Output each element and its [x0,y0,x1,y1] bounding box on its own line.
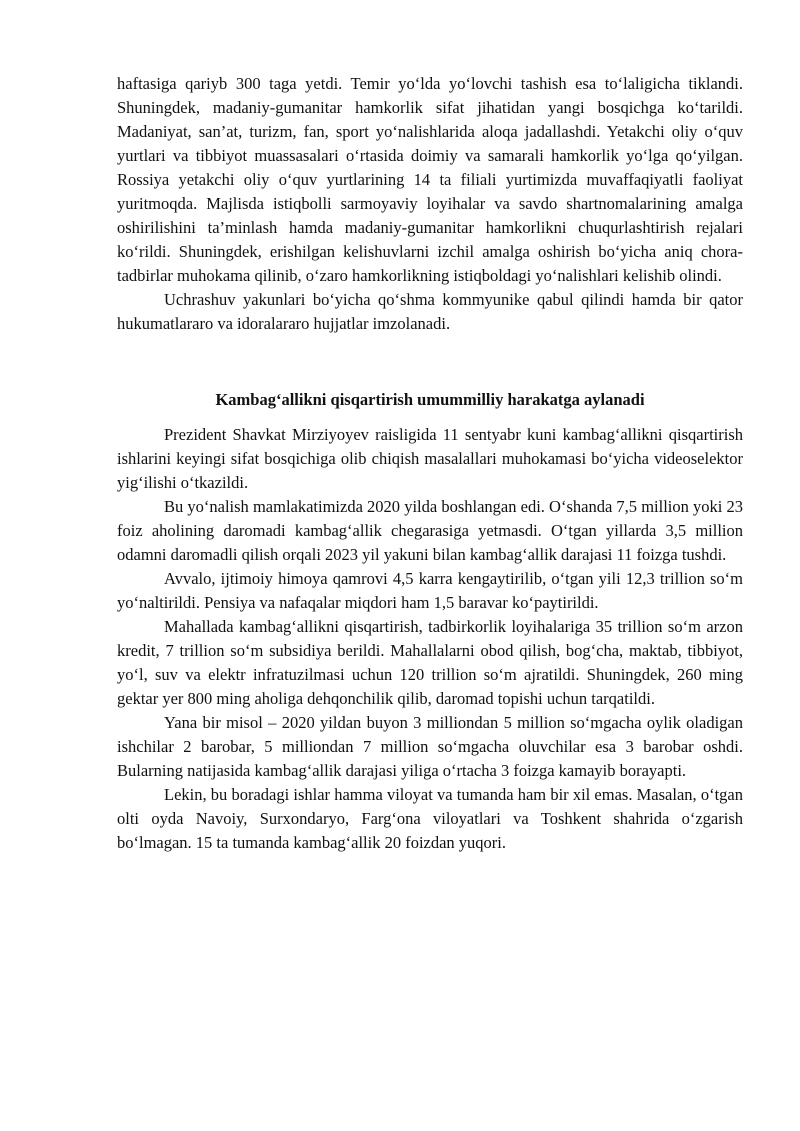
body-paragraph: Bu yo‘nalish mamlakatimizda 2020 yilda boshlangan edi. O‘shanda 7,5 million yoki 23 foiz aholining daromadi kambag‘allik chegarasiga yetmasdi. O‘tgan yillarda 3,5 million odamni daromadli qilish orqali 2023 yil yakuni bilan kambag‘allik darajasi 11 foizga tushdi. [117,497,743,564]
body-paragraph: Prezident Shavkat Mirziyoyev raisligida 11 sentyabr kuni kambag‘allikni qisqartirish ishlarini keyingi sifat bosqichiga olib chiqish masalallari muhokamasi bo‘yicha videoselektor yig‘ilishi o‘tkazildi. [117,425,743,492]
body-paragraph: Mahallada kambag‘allikni qisqartirish, tadbirkorlik loyihalariga 35 trillion so‘m arzon kredit, 7 trillion so‘m subsidiya berildi. Mahallalarni obod qilish, bog‘cha, maktab, tibbiyot, yo‘l, suv va elektr infratuzilmasi uchun 120 trillion so‘m ajratildi. Shuningdek, 260 ming gektar yer 800 ming aholiga dehqonchilik qilib, daromad topishi uchun tarqatildi. [117,617,743,708]
body-paragraph: Avvalo, ijtimoiy himoya qamrovi 4,5 karra kengaytirilib, o‘tgan yili 12,3 trillion so‘m yo‘naltirildi. Pensiya va nafaqalar miqdori ham 1,5 baravar ko‘paytirildi. [117,569,743,612]
body-paragraph: Lekin, bu boradagi ishlar hamma viloyat va tumanda ham bir xil emas. Masalan, o‘tgan olti oyda Navoiy, Surxondaryo, Farg‘ona viloyatlari va Toshkent shahrida o‘zgarish bo‘lmagan. 15 ta tumanda kambag‘allik 20 foizdan yuqori. [117,785,743,852]
body-paragraph: Yana bir misol – 2020 yildan buyon 3 milliondan 5 million so‘mgacha oylik oladigan ishchilar 2 barobar, 5 milliondan 7 million so‘mgacha oluvchilar esa 3 barobar oshdi. Bularning natijasida kambag‘allik darajasi yiliga o‘rtacha 3 foizga kamayib borayapti. [117,713,743,780]
body-paragraph: Uchrashuv yakunlari bo‘yicha qo‘shma kommyunike qabul qilindi hamda bir qator hukumatlararo va idoralararo hujjatlar imzolanadi. [117,290,743,333]
body-paragraph: haftasiga qariyb 300 taga yetdi. Temir yo‘lda yo‘lovchi tashish esa to‘laligicha tiklandi. Shuningdek, madaniy-gumanitar hamkorlik sifat jihatidan yangi bosqichga ko‘tarildi. Madaniyat, san’at, turizm, fan, sport yo‘nalishlarida aloqa jadallashdi. Yetakchi oliy o‘quv yurtlari va tibbiyot muassasalari o‘rtasida doimiy va samarali hamkorlik yo‘lga qo‘yilgan. Rossiya yetakchi oliy o‘quv yurtlarining 14 ta filiali yurtimizda muvaffaqiyatli faoliyat yuritmoqda. Majlisda istiqbolli sarmoyaviy loyihalar va savdo shartnomalarining amalga oshirilishini ta’minlash hamda madaniy-gumanitar hamkorlikni chuqurlashtirish rejalari ko‘rildi. Shuningdek, erishilgan kelishuvlarni izchil amalga oshirish bo‘yicha aniq chora-tadbirlar muhokama qilinib, o‘zaro hamkorlikning istiqboldagi yo‘nalishlari kelishib olindi. [117,74,743,285]
section-heading: Kambag‘allikni qisqartirish umummilliy harakatga aylanadi [215,390,645,409]
document-page [117,72,743,855]
